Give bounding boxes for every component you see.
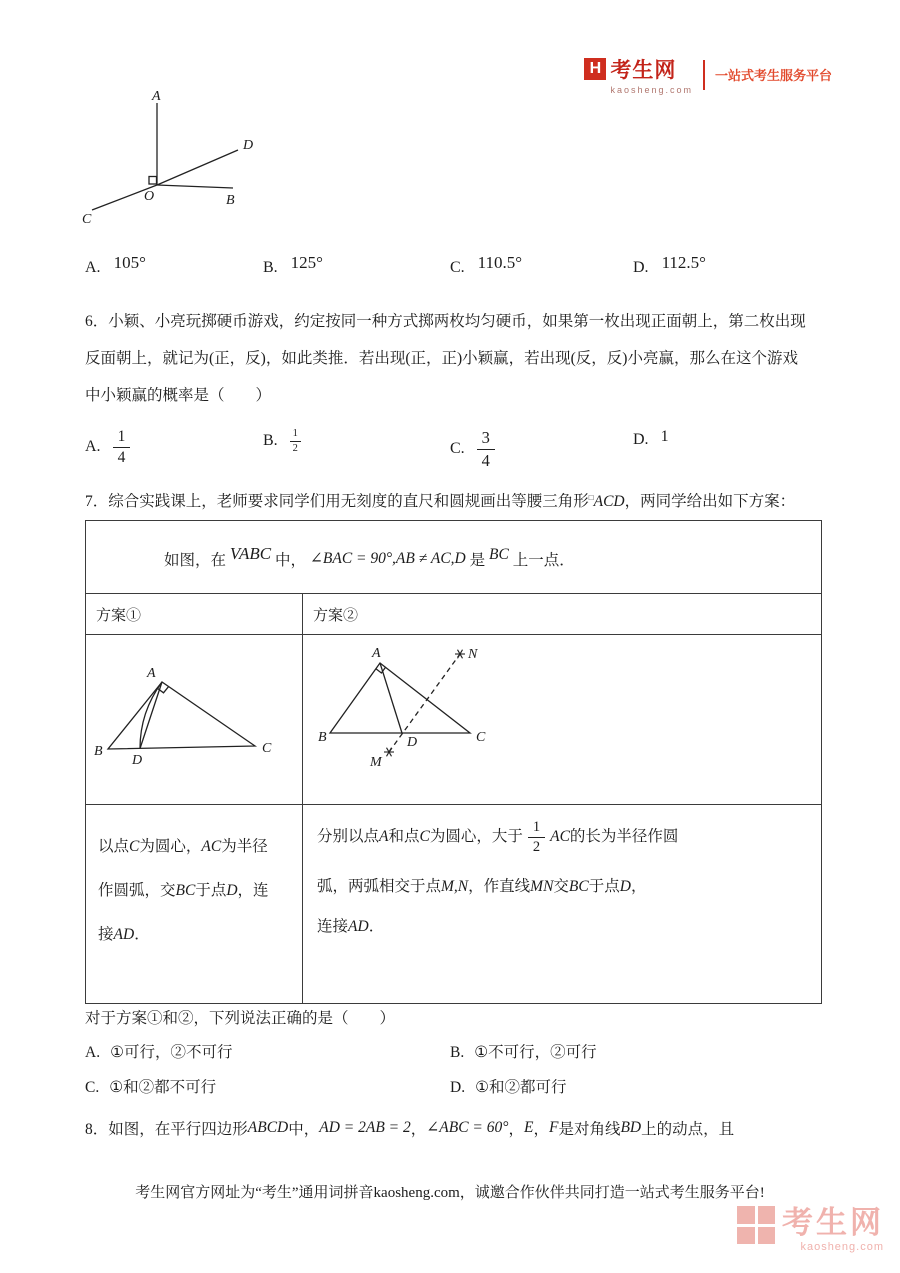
math-segment: AD: [348, 918, 369, 935]
q5-option-d: [633, 253, 706, 277]
option-label: D.: [633, 431, 649, 448]
text-segment: ，: [410, 1121, 427, 1138]
plan2-labels: [318, 646, 486, 770]
math-segment: AC: [201, 838, 222, 855]
q5-option-a: [85, 253, 146, 277]
text-segment: 的长为半径作圆: [569, 828, 679, 846]
q5-option-b: [263, 253, 323, 277]
q6-option-d: [633, 428, 669, 449]
option-label: A.: [85, 1044, 101, 1061]
option-text: ①和②都不可行: [109, 1079, 217, 1096]
text-segment: 是对角线: [558, 1121, 621, 1138]
math-segment: BC: [568, 878, 589, 895]
option-text: ①和②都可行: [475, 1079, 567, 1096]
label-A: A: [152, 90, 161, 104]
text-segment: 交: [553, 878, 569, 895]
q7-option-b: [450, 1040, 597, 1062]
kaosheng-logo: [584, 54, 832, 95]
plan1-lines: [108, 682, 255, 749]
plan2-label-cell: 方案②: [303, 594, 822, 635]
label-D: D: [243, 138, 254, 153]
logo-top: [584, 54, 693, 84]
text-segment: 为圆心，: [139, 838, 202, 855]
ray-OD: [157, 150, 238, 185]
text-segment: ，两同学给出如下方案：: [624, 493, 796, 510]
text-segment: ．: [368, 918, 385, 935]
denominator: 4: [117, 449, 126, 466]
question7-intro: [85, 489, 795, 511]
text-segment: 如图，在: [164, 552, 227, 569]
denominator: 2: [532, 839, 541, 855]
text-segment: 分别以点: [317, 828, 380, 846]
watermark-brand: 考生网: [782, 1205, 884, 1240]
label-B: B: [94, 744, 103, 759]
math-segment: M,N: [441, 878, 469, 895]
triangle-ABC: [330, 663, 470, 733]
numerator: 3: [477, 428, 495, 450]
dashed-line-MN: [389, 654, 460, 752]
label-O: O: [144, 189, 155, 204]
watermark-domain: kaosheng.com: [800, 1241, 884, 1253]
star-marks: [384, 650, 465, 757]
q6-option-b: [263, 428, 301, 455]
option-label: A.: [85, 259, 101, 276]
segment-AD: [380, 663, 402, 733]
math-segment: AD = 2AB = 2: [319, 1119, 411, 1136]
figure1-labels: [82, 90, 253, 227]
text-segment: 是: [469, 552, 486, 569]
denominator: 4: [481, 451, 490, 470]
text-segment: 作圆弧，交: [98, 882, 176, 899]
option-label: D.: [633, 259, 649, 276]
logo-divider: [703, 60, 705, 90]
plan2-figure-cell: [303, 635, 822, 805]
question5-figure: [80, 90, 275, 240]
fraction: [290, 428, 301, 455]
label-D: D: [132, 753, 143, 768]
label-A: A: [147, 666, 156, 681]
option-value: 112.5°: [661, 253, 706, 272]
fraction: [113, 428, 131, 467]
numerator: 1: [528, 819, 545, 838]
q7-option-c: [85, 1075, 216, 1097]
text-segment: 中，: [288, 1121, 320, 1138]
math-segment: BC: [489, 546, 509, 563]
math-segment: F: [548, 1119, 559, 1136]
ray-OB: [157, 185, 233, 188]
text-segment: 为圆心，大于: [429, 828, 523, 846]
watermark-logo-icon: [737, 1206, 775, 1244]
kaosheng-domain-text: kaosheng.com: [610, 85, 693, 95]
text-segment: 以点: [98, 838, 130, 855]
q6-line-2: 反面朝上，就记为(正，反)，如此类推．若出现(正，正)小颖赢，若出现(反，反)小亮赢，那么在这个游戏: [85, 350, 798, 367]
math-segment: E: [523, 1119, 534, 1136]
numerator: 1: [113, 428, 131, 448]
logo-tagline: 一站式考生服务平台: [714, 68, 832, 83]
text-segment: 于点: [588, 878, 620, 895]
right-angle-mark: [149, 177, 157, 185]
segment-AD: [140, 682, 162, 749]
text-segment: ．: [134, 926, 150, 943]
q6-line-1: 6．小颖、小亮玩掷硬币游戏，约定按同一种方式掷两枚均匀硬币，如果第一枚出现正面朝上，第二枚出现: [85, 313, 806, 330]
math-segment: AD: [113, 926, 135, 943]
option-label: D.: [450, 1079, 466, 1096]
option-text: ①可行，②不可行: [110, 1044, 233, 1061]
label-B: B: [226, 193, 235, 208]
q7-option-a: [85, 1040, 232, 1062]
triangle-ABC: [108, 682, 255, 749]
text-segment: 中，: [275, 552, 307, 569]
q7-table: [85, 520, 822, 1004]
kaosheng-brand-text: 考生网: [610, 59, 677, 82]
plan2-lines: [330, 654, 470, 752]
label-C: C: [262, 741, 272, 756]
math-segment: A: [379, 828, 389, 846]
math-segment: C: [129, 838, 140, 855]
option-label: B.: [450, 1044, 465, 1061]
plan1-desc-cell: [86, 805, 303, 1004]
fraction: [528, 819, 545, 856]
text-segment: 为半径: [221, 838, 268, 855]
label-C: C: [82, 212, 92, 227]
plan2-description: [303, 805, 821, 936]
q6-option-c: [450, 428, 495, 471]
q6-line-3: 中小颖赢的概率是（ ）: [85, 387, 272, 404]
plan1-figure-cell: [86, 635, 303, 805]
label-C: C: [476, 730, 486, 745]
table-header-cell: [86, 521, 822, 594]
option-label: B.: [263, 259, 278, 276]
desc-line: [317, 914, 809, 936]
math-segment: ABCD: [247, 1119, 289, 1136]
option-label: B.: [263, 432, 278, 450]
text-segment: 弧，两弧相交于点: [317, 878, 442, 895]
plan1-figure: [90, 649, 300, 799]
option-value: 110.5°: [477, 253, 523, 272]
text-segment: ，: [508, 1121, 524, 1138]
math-segment: C: [419, 828, 430, 846]
text-segment: 和点: [388, 828, 420, 846]
math-segment: ACD: [593, 493, 625, 510]
math-segment: AC: [550, 828, 570, 846]
label-M: M: [370, 755, 382, 770]
text-segment: 连接: [317, 918, 349, 935]
desc-line: [317, 819, 809, 856]
desc-line: [98, 869, 294, 913]
label-D: D: [407, 735, 418, 750]
q7-option-d: [450, 1075, 566, 1097]
label-A: A: [372, 646, 381, 661]
logo-left: [584, 54, 693, 95]
math-segment: ∠ABC = 60°: [426, 1119, 509, 1136]
desc-line: [98, 825, 294, 869]
right-angle-mark: [376, 667, 386, 673]
option-value: 125°: [290, 253, 323, 272]
option-label: A.: [85, 438, 101, 456]
option-value: 105°: [113, 253, 146, 272]
text-segment: 上一点．: [512, 552, 575, 569]
q5-option-c: [450, 253, 522, 277]
text-segment: ，作直线: [468, 878, 531, 895]
q6-option-a: [85, 428, 130, 467]
desc-line: [98, 913, 294, 957]
plan1-labels: [94, 666, 272, 768]
text-segment: 于点: [195, 882, 227, 899]
question8-text: [85, 1117, 855, 1139]
math-segment: D: [226, 882, 238, 899]
watermark-text: [782, 1206, 884, 1253]
option-label: C.: [450, 440, 465, 458]
label-B: B: [318, 730, 327, 745]
text-segment: 8．如图，在平行四边形: [85, 1121, 248, 1138]
math-segment: MN: [530, 878, 554, 895]
square-placeholder: □: [588, 493, 594, 502]
text-segment: ，: [533, 1121, 549, 1138]
kaosheng-logo-icon: H: [584, 58, 606, 80]
question6-text: [85, 303, 835, 414]
math-segment: BC: [175, 882, 196, 899]
option-text: ①不可行，②可行: [474, 1044, 597, 1061]
rays-group: [92, 103, 238, 210]
denominator: 2: [292, 443, 298, 454]
label-N: N: [468, 647, 478, 662]
numerator: 1: [290, 428, 301, 442]
plan1-description: [86, 805, 302, 957]
math-segment: D: [619, 878, 631, 895]
text-segment: 7．综合实践课上，老师要求同学们用无刻度的直尺和圆规画出等腰三角形: [85, 493, 589, 510]
option-label: C.: [85, 1079, 100, 1096]
desc-line: [317, 874, 809, 896]
q7-question-line: 对于方案①和②，下列说法正确的是（ ）: [85, 1010, 396, 1027]
fraction: [477, 428, 495, 471]
text-segment: 上的动点，且: [641, 1121, 735, 1138]
watermark: [737, 1206, 884, 1253]
option-value: 1: [660, 428, 669, 445]
text-segment: ，: [630, 878, 647, 895]
footer-text: 考生网官方网址为“考生”通用词拼音kaosheng.com，诚邀合作伙伴共同打造一站式考生服务平台!: [135, 1185, 765, 1201]
plan2-desc-cell: [303, 805, 822, 1004]
math-segment: BD: [620, 1119, 642, 1136]
math-segment: VABC: [229, 544, 272, 563]
plan2-figure: [317, 645, 522, 790]
text-segment: ，连: [237, 882, 269, 899]
text-segment: 接: [98, 926, 114, 943]
option-label: C.: [450, 259, 465, 276]
math-segment: ∠BAC = 90°,AB ≠ AC,D: [309, 550, 466, 567]
plan1-label-cell: 方案①: [86, 594, 303, 635]
